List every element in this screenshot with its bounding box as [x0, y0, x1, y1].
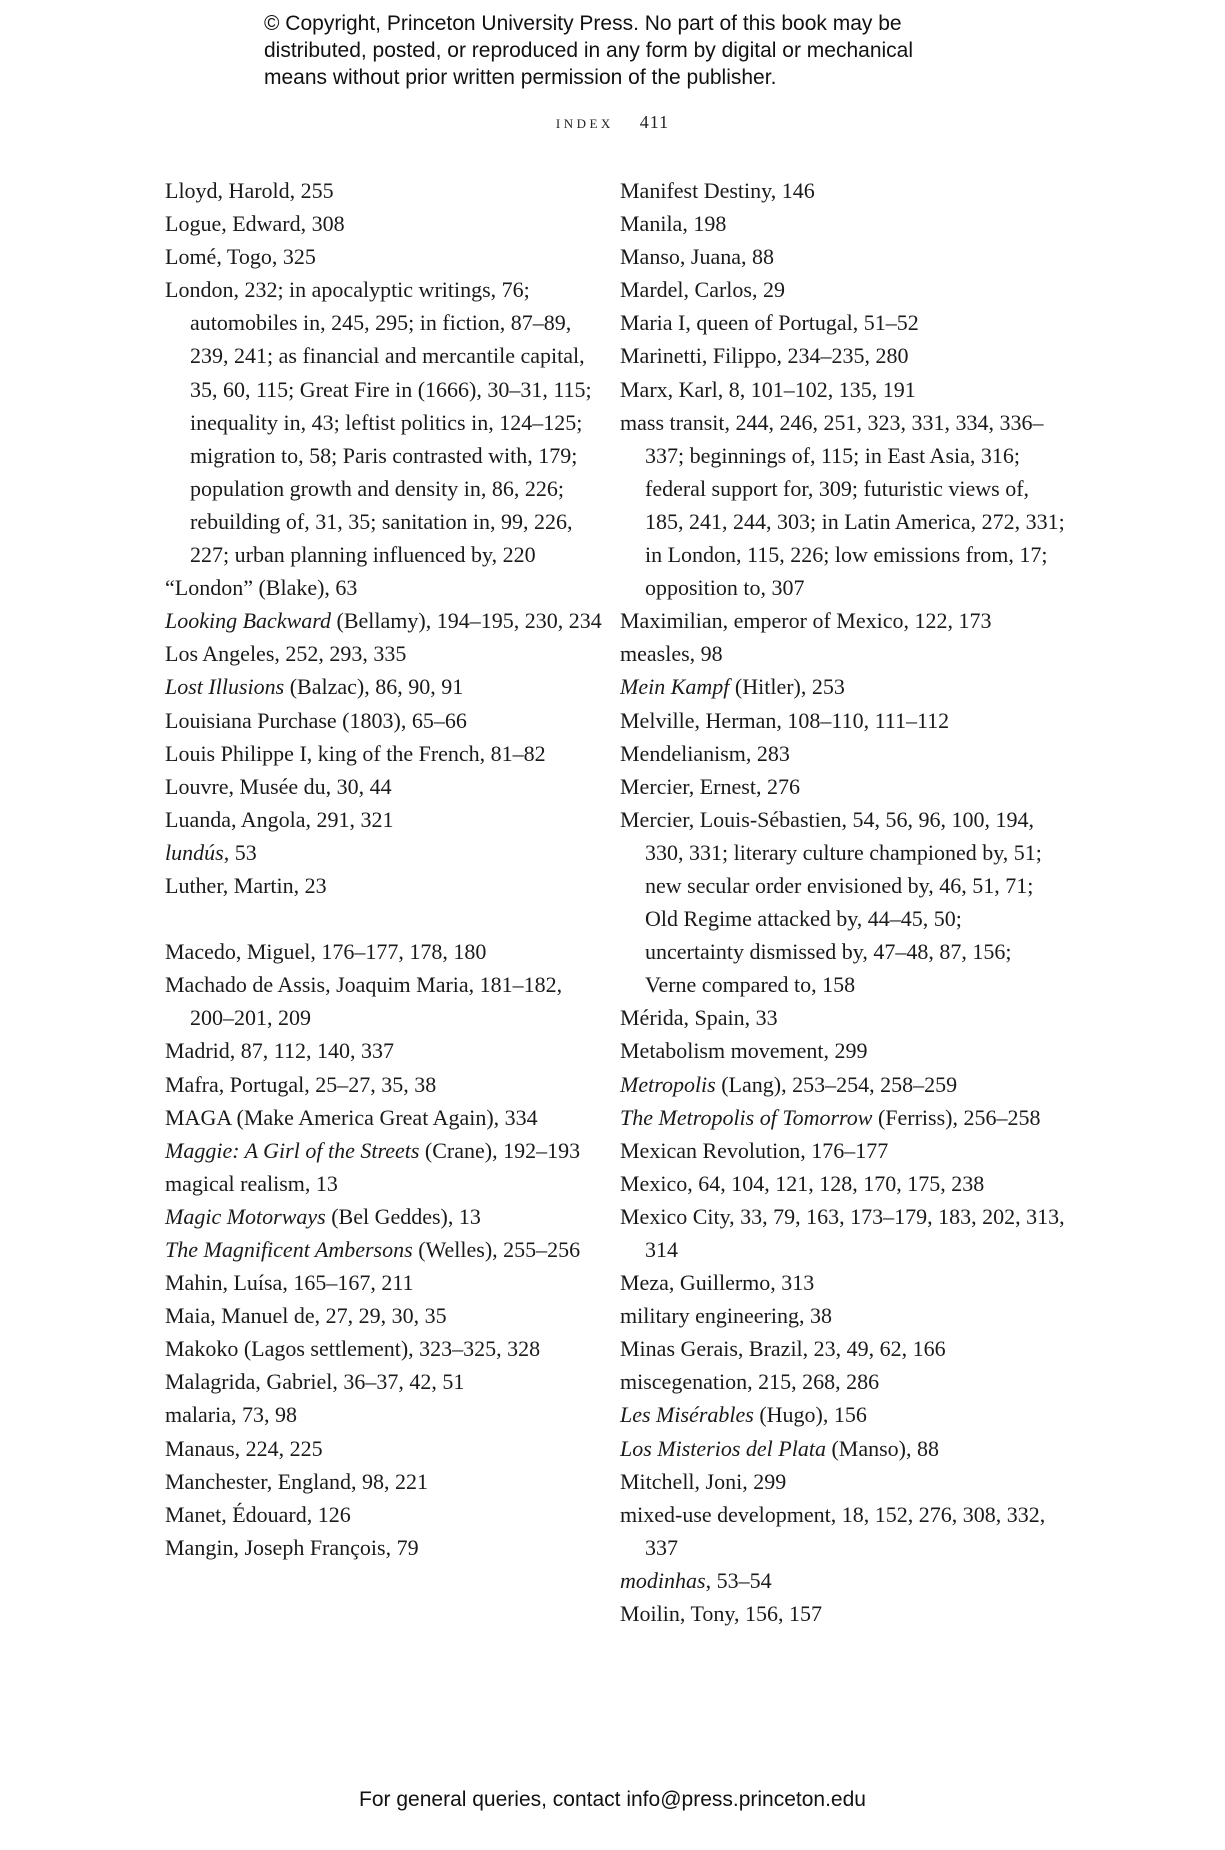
index-entry [165, 1167, 610, 1200]
index-entry [620, 207, 1065, 240]
index-entry [620, 1465, 1065, 1498]
index-entry-text: Mercier, Louis-Sébastien, 54, 56, 96, 100, 194, 330, 331; literary culture championed by, 51; new secular order envisioned by, 46, 51, 71; Old Regime attacked by, 44–45, 50; uncertainty dismissed by, 47–48, 87, 156; Verne compared to, 158 [620, 806, 1042, 998]
index-entry [165, 1299, 610, 1332]
index-entry-text: Lomé, Togo, 325 [165, 244, 316, 270]
index-entry-text: miscegenation, 215, 268, 286 [620, 1369, 880, 1395]
index-entry [620, 604, 1065, 637]
index-entry-text: Melville, Herman, 108–110, 111–112 [620, 707, 950, 733]
index-entry [165, 1432, 610, 1465]
copyright-line: © Copyright, Princeton University Press. No part of this book may be [264, 12, 902, 35]
index-entry-text: (Crane), 192–193 [419, 1137, 581, 1163]
running-head [0, 112, 1225, 133]
index-entry [620, 670, 1065, 703]
index-entry [165, 670, 610, 703]
index-entry-title: Los Misterios del Plata [620, 1435, 826, 1461]
index-entry [620, 1001, 1065, 1034]
index-entry-text: Madrid, 87, 112, 140, 337 [165, 1038, 394, 1064]
index-entry-text: Moilin, Tony, 156, 157 [620, 1601, 822, 1627]
index-entry [620, 1432, 1065, 1465]
index-entry-text: Mexico, 64, 104, 121, 128, 170, 175, 238 [620, 1170, 985, 1196]
index-entry [165, 1465, 610, 1498]
index-entry-title: Metropolis [620, 1071, 716, 1097]
index-entry [620, 1068, 1065, 1101]
index-column-right [620, 174, 1065, 1630]
index-entry [165, 770, 610, 803]
index-entry-text: measles, 98 [620, 641, 723, 667]
index-entry-text: Manet, Édouard, 126 [165, 1501, 351, 1527]
index-entry [620, 1498, 1065, 1564]
index-entry-text: Lloyd, Harold, 255 [165, 178, 334, 203]
index-entry-text: Mexican Revolution, 176–177 [620, 1137, 889, 1163]
index-entry-text: mixed-use development, 18, 152, 276, 308, 332, 337 [620, 1501, 1046, 1560]
index-entry [620, 273, 1065, 306]
footer-contact: For general queries, contact info@press.princeton.edu [359, 1788, 866, 1811]
index-entry [165, 637, 610, 670]
index-entry-text: Luther, Martin, 23 [165, 872, 327, 898]
index-entry-text: Metabolism movement, 299 [620, 1038, 868, 1064]
page-number: 411 [639, 112, 670, 132]
index-entry [165, 869, 610, 902]
index-entry-text: (Manso), 88 [825, 1435, 939, 1461]
index-entry-text: , 53 [223, 839, 257, 865]
index-entry-title: Magic Motorways [165, 1203, 326, 1229]
index-entry-title: modinhas [620, 1567, 706, 1593]
index-entry [165, 803, 610, 836]
index-entry [165, 935, 610, 968]
index-entry-text: Makoko (Lagos settlement), 323–325, 328 [165, 1336, 541, 1362]
index-entry [165, 737, 610, 770]
running-head-title: index [555, 112, 614, 132]
index-entry [620, 737, 1065, 770]
index-entry [620, 1597, 1065, 1630]
index-entry-text: Maria I, queen of Portugal, 51–52 [620, 310, 919, 336]
index-entry [165, 1332, 610, 1365]
index-entry-text: London, 232; in apocalyptic writings, 76; automobiles in, 245, 295; in fiction, 87–89, 239, 241; as financial and mercantile capital, 35, 60, 115; Great Fire in (1666), 30–31, 115; inequality in, 43; leftist politics in, 124–125; migration to, 58; Paris contrasted with, 179; population growth and density in, 86, 226; rebuilding of, 31, 35; sanitation in, 99, 226, 227; urban planning influenced by, 220 [165, 277, 592, 568]
index-entry-text: Louisiana Purchase (1803), 65–66 [165, 707, 467, 733]
index-column-left [165, 174, 610, 1564]
index-entry-text: Maia, Manuel de, 27, 29, 30, 35 [165, 1303, 447, 1329]
index-entry [165, 704, 610, 737]
index-entry-text: (Bellamy), 194–195, 230, 234 [331, 608, 602, 634]
index-entry [165, 604, 610, 637]
index-entry [165, 1365, 610, 1398]
index-entry-text: Meza, Guillermo, 313 [620, 1270, 815, 1296]
index-entry [620, 1034, 1065, 1067]
index-entry-text: Mafra, Portugal, 25–27, 35, 38 [165, 1071, 437, 1097]
index-entry [620, 1299, 1065, 1332]
index-entry [165, 1233, 610, 1266]
index-entry-text: MAGA (Make America Great Again), 334 [165, 1104, 538, 1130]
index-entry-text: Malagrida, Gabriel, 36–37, 42, 51 [165, 1369, 465, 1395]
index-entry-text: Mangin, Joseph François, 79 [165, 1534, 419, 1560]
index-entry-text: Los Angeles, 252, 293, 335 [165, 641, 407, 667]
index-entry-text: Louvre, Musée du, 30, 44 [165, 773, 392, 799]
index-entry-text: “London” (Blake), 63 [165, 575, 358, 601]
index-entry-text: Minas Gerais, Brazil, 23, 49, 62, 166 [620, 1336, 946, 1362]
index-entry [620, 1266, 1065, 1299]
index-entry [165, 1200, 610, 1233]
index-entry [165, 1498, 610, 1531]
index-entry-title: Lost Illusions [165, 674, 285, 700]
index-entry [165, 1068, 610, 1101]
index-entry [165, 571, 610, 604]
index-entry-text: military engineering, 38 [620, 1303, 832, 1329]
index-entry-text: magical realism, 13 [165, 1170, 338, 1196]
index-entry [620, 1365, 1065, 1398]
index-entry [620, 1398, 1065, 1431]
copyright-notice [264, 10, 1024, 91]
index-entry [620, 1101, 1065, 1134]
index-entry-text: Luanda, Angola, 291, 321 [165, 806, 394, 832]
index-entry-title: Looking Backward [165, 608, 331, 634]
letter-section-gap [165, 902, 610, 935]
index-entry [165, 240, 610, 273]
index-entry [165, 836, 610, 869]
index-entry-text: (Balzac), 86, 90, 91 [284, 674, 464, 700]
copyright-line: distributed, posted, or reproduced in any form by digital or mechanical [264, 39, 914, 62]
index-entry [620, 1200, 1065, 1266]
index-entry [620, 406, 1065, 605]
index-entry [165, 968, 610, 1034]
index-entry [165, 207, 610, 240]
index-entry [620, 803, 1065, 1002]
index-entry-title: Mein Kampf [620, 674, 730, 700]
index-entry-text: Mardel, Carlos, 29 [620, 277, 785, 303]
index-entry-text: Logue, Edward, 308 [165, 211, 345, 237]
index-entry-title: The Magnificent Ambersons [165, 1237, 413, 1262]
index-entry-text: Mérida, Spain, 33 [620, 1005, 778, 1031]
index-entry [165, 1101, 610, 1134]
index-entry-text: (Lang), 253–254, 258–259 [715, 1071, 958, 1097]
index-entry-text: mass transit, 244, 246, 251, 323, 331, 334, 336–337; beginnings of, 115; in East Asia, 316; federal support for, 309; futuristic views of, 185, 241, 244, 303; in Latin America, 272, 331; in London, 115, 226; low emissions from, 17; opposition to, 307 [620, 409, 1065, 601]
index-entry [165, 1531, 610, 1564]
index-entry-text: Louis Philippe I, king of the French, 81–82 [165, 740, 546, 766]
index-entry [165, 1034, 610, 1067]
index-entry-text: , 53–54 [705, 1567, 772, 1593]
index-entry-text: Mendelianism, 283 [620, 740, 790, 766]
index-entry-text: (Bel Geddes), 13 [325, 1203, 481, 1229]
index-entry-text: Manchester, England, 98, 221 [165, 1468, 429, 1494]
index-entry-text: Manaus, 224, 225 [165, 1435, 323, 1461]
index-entry-text: Marx, Karl, 8, 101–102, 135, 191 [620, 376, 916, 402]
index-entry-text: Macedo, Miguel, 176–177, 178, 180 [165, 939, 487, 965]
index-entry-text: Marinetti, Filippo, 234–235, 280 [620, 343, 909, 369]
index-entry [165, 1134, 610, 1167]
index-entry-text: Manifest Destiny, 146 [620, 178, 815, 203]
index-entry [620, 306, 1065, 339]
index-entry [620, 1564, 1065, 1597]
index-entry [165, 1266, 610, 1299]
index-entry [620, 1167, 1065, 1200]
index-entry [165, 1398, 610, 1431]
index-entry [620, 373, 1065, 406]
copyright-line: means without prior written permission of the publisher. [264, 66, 777, 89]
index-entry-text: Maximilian, emperor of Mexico, 122, 173 [620, 608, 992, 634]
index-entry-text: Mercier, Ernest, 276 [620, 773, 800, 799]
index-entry-title: The Metropolis of Tomorrow [620, 1104, 873, 1130]
index-entry-text: (Welles), 255–256 [412, 1237, 581, 1262]
index-entry-text: (Ferriss), 256–258 [872, 1104, 1041, 1130]
index-entry-text: malaria, 73, 98 [165, 1402, 297, 1428]
index-entry [620, 1134, 1065, 1167]
index-entry [620, 770, 1065, 803]
index-entry-text: Mahin, Luísa, 165–167, 211 [165, 1270, 414, 1296]
index-entry-text: Manila, 198 [620, 211, 727, 237]
index-entry-text: (Hugo), 156 [753, 1402, 867, 1428]
index-entry-text: Mitchell, Joni, 299 [620, 1468, 787, 1494]
index-entry [620, 240, 1065, 273]
index-entry [165, 273, 610, 571]
index-entry-text: Mexico City, 33, 79, 163, 173–179, 183, 202, 313, 314 [620, 1203, 1065, 1262]
index-entry-title: Les Misérables [620, 1402, 754, 1428]
index-entry-text: Manso, Juana, 88 [620, 244, 774, 270]
index-entry-text: Machado de Assis, Joaquim Maria, 181–182, 200–201, 209 [165, 972, 563, 1031]
index-entry [620, 704, 1065, 737]
index-entry-title: Maggie: A Girl of the Streets [165, 1137, 420, 1163]
index-entry [620, 174, 1065, 207]
index-entry-text: (Hitler), 253 [729, 674, 845, 700]
index-entry [620, 339, 1065, 372]
index-entry [620, 637, 1065, 670]
index-entry [620, 1332, 1065, 1365]
index-entry [165, 174, 610, 207]
index-entry-title: lundús [165, 839, 224, 865]
